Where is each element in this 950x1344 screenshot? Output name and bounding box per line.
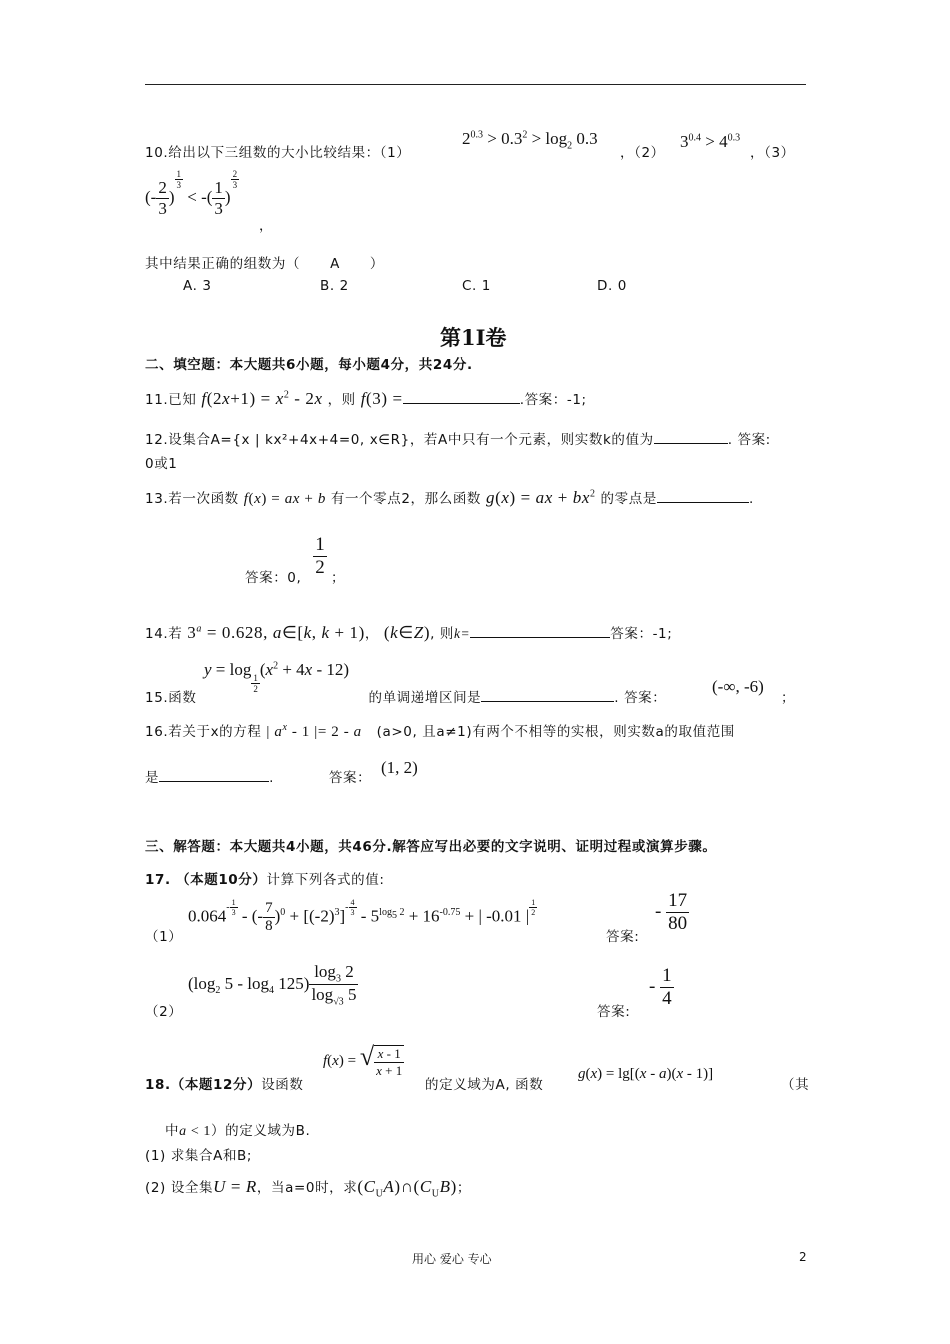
q12-line1: 12.设集合A={x | kx²+4x+4=0, x∈R}，若A中只有一个元素，则实数k的值为 . 答案: xyxy=(145,432,771,448)
section2-heading: 二、填空题：本大题共6小题，每小题4分，共24分. xyxy=(145,357,473,373)
footer-text: 用心 爱心 专心 xyxy=(412,1252,492,1266)
q14: 14.若 $3^a = 0.628$, a∈[k, k + 1)， (k∈Z), 则k= 答案：-1; xyxy=(145,623,673,642)
q10-option-b: B. 2 xyxy=(320,278,349,294)
q10-expr2: $3^{0.4} > 4^{0.3}$ xyxy=(680,132,741,151)
section-title: 第1I卷 xyxy=(440,325,507,350)
q17-part1-answer: - $\frac{17}{80}$ xyxy=(655,890,688,934)
q10-option-d: D. 0 xyxy=(597,278,627,294)
q10-intro: 10.给出以下三组数的大小比较结果：（1） xyxy=(145,145,411,161)
q18-item2: (2) 设全集U = R，当a=0时，求$(C_UA)\cap(C_UB)$； xyxy=(145,1177,471,1200)
q18-post: （其 xyxy=(781,1077,810,1093)
q17-part1-label: （1） xyxy=(145,929,183,945)
q17-part2-answer-label: 答案: xyxy=(597,1004,631,1020)
q10-answer: A xyxy=(330,256,340,272)
q17-part1-answer-label: 答案: xyxy=(606,929,640,945)
q10-option-c: C. 1 xyxy=(462,278,491,294)
q17-head: 17. （本题10分）计算下列各式的值: xyxy=(145,872,385,888)
q10-question: 其中结果正确的组数为（ A ） xyxy=(145,256,385,272)
q17-part2-expr: ($\log_2$ $5 - \log_4 125$) $\frac{\log_3 2}{\log_{√3} 5}$ xyxy=(188,962,357,1008)
q18-expr1: f(x) = √ $\frac{x - 1}{x + 1}$ xyxy=(323,1042,403,1078)
q10-expr1: $2^{0.3} > 0.3^2 > \log_2 0.3$ xyxy=(462,129,598,152)
q15: 15.函数 的单调递增区间是 . 答案： xyxy=(145,690,667,706)
q10-option-a: A. 3 xyxy=(183,278,212,294)
q18-item1: (1) 求集合A和B; xyxy=(145,1148,253,1164)
q16: 16.若关于x的方程 | $a^x - 1$ |= 2 - a (a>0, 且a≠1)有两个不相等的实根，则实数a的取值范围 xyxy=(145,722,735,740)
q18-line2: 中a < 1）的定义域为B. xyxy=(165,1123,311,1139)
q18-expr2: g(x) = lg[(x - a)(x - 1)] xyxy=(578,1066,714,1082)
q10-comma: ， xyxy=(259,218,274,234)
q16-line2: 是 . 答案： xyxy=(145,770,372,786)
header-rule xyxy=(145,84,806,85)
q15-end: ； xyxy=(781,690,796,706)
q10-expr3: (- $\frac{2}{3}$ ) $^{\frac{1}{3}}$ < -( $\frac{1}{3}$ ) $^{\frac{2}{3}}$ xyxy=(145,168,238,218)
q17-part2-answer: - $\frac{1}{4}$ xyxy=(649,965,672,1009)
q13-answer-fraction: $\frac{1}{2}$ xyxy=(315,534,325,578)
q12-line2: 0或1 xyxy=(145,456,178,472)
q18-head: 18.（本题12分）设函数 xyxy=(145,1077,304,1093)
q16-answer: (1, 2) xyxy=(381,758,418,777)
section3-heading: 三、解答题：本大题共4小题，共46分.解答应写出必要的文字说明、证明过程或演算步骤。 xyxy=(145,839,717,855)
q15-answer: (-∞, -6) xyxy=(712,677,764,696)
q17-part2-label: （2） xyxy=(145,1004,183,1020)
q13-answer-label: 答案：0, xyxy=(245,570,302,586)
q18-mid: 的定义域为A, 函数 xyxy=(425,1077,544,1093)
q10-sep3: ，（3） xyxy=(750,145,795,161)
q15-expr: y = log $_{\frac{1}{2}}$ $(x^2 + 4x - 12)$ xyxy=(204,660,350,694)
q11: 11.已知 $f(2x+1) = x^2 - 2x$ ，则 f(3) = .答案：-1; xyxy=(145,389,587,408)
q13: 13.若一次函数 f(x) = ax + b 有一个零点2，那么函数 g(x) = ax + $bx^2$ 的零点是 . xyxy=(145,488,754,507)
q10-sep2: ，（2） xyxy=(620,145,665,161)
page-number: 2 xyxy=(799,1250,807,1264)
q17-part1-expr: $0.064^{- \frac{1}{3}}$ - (- $\frac{7}{8}$ )$^0 + [(-2)^3]^{- \frac{4}{3}}$ - $5^{log_5 2} + 16^{-0.75}$ + | -0.01 | $^{\frac{1}{2}}$ xyxy=(188,897,536,934)
q13-answer-end: ； xyxy=(331,570,346,586)
